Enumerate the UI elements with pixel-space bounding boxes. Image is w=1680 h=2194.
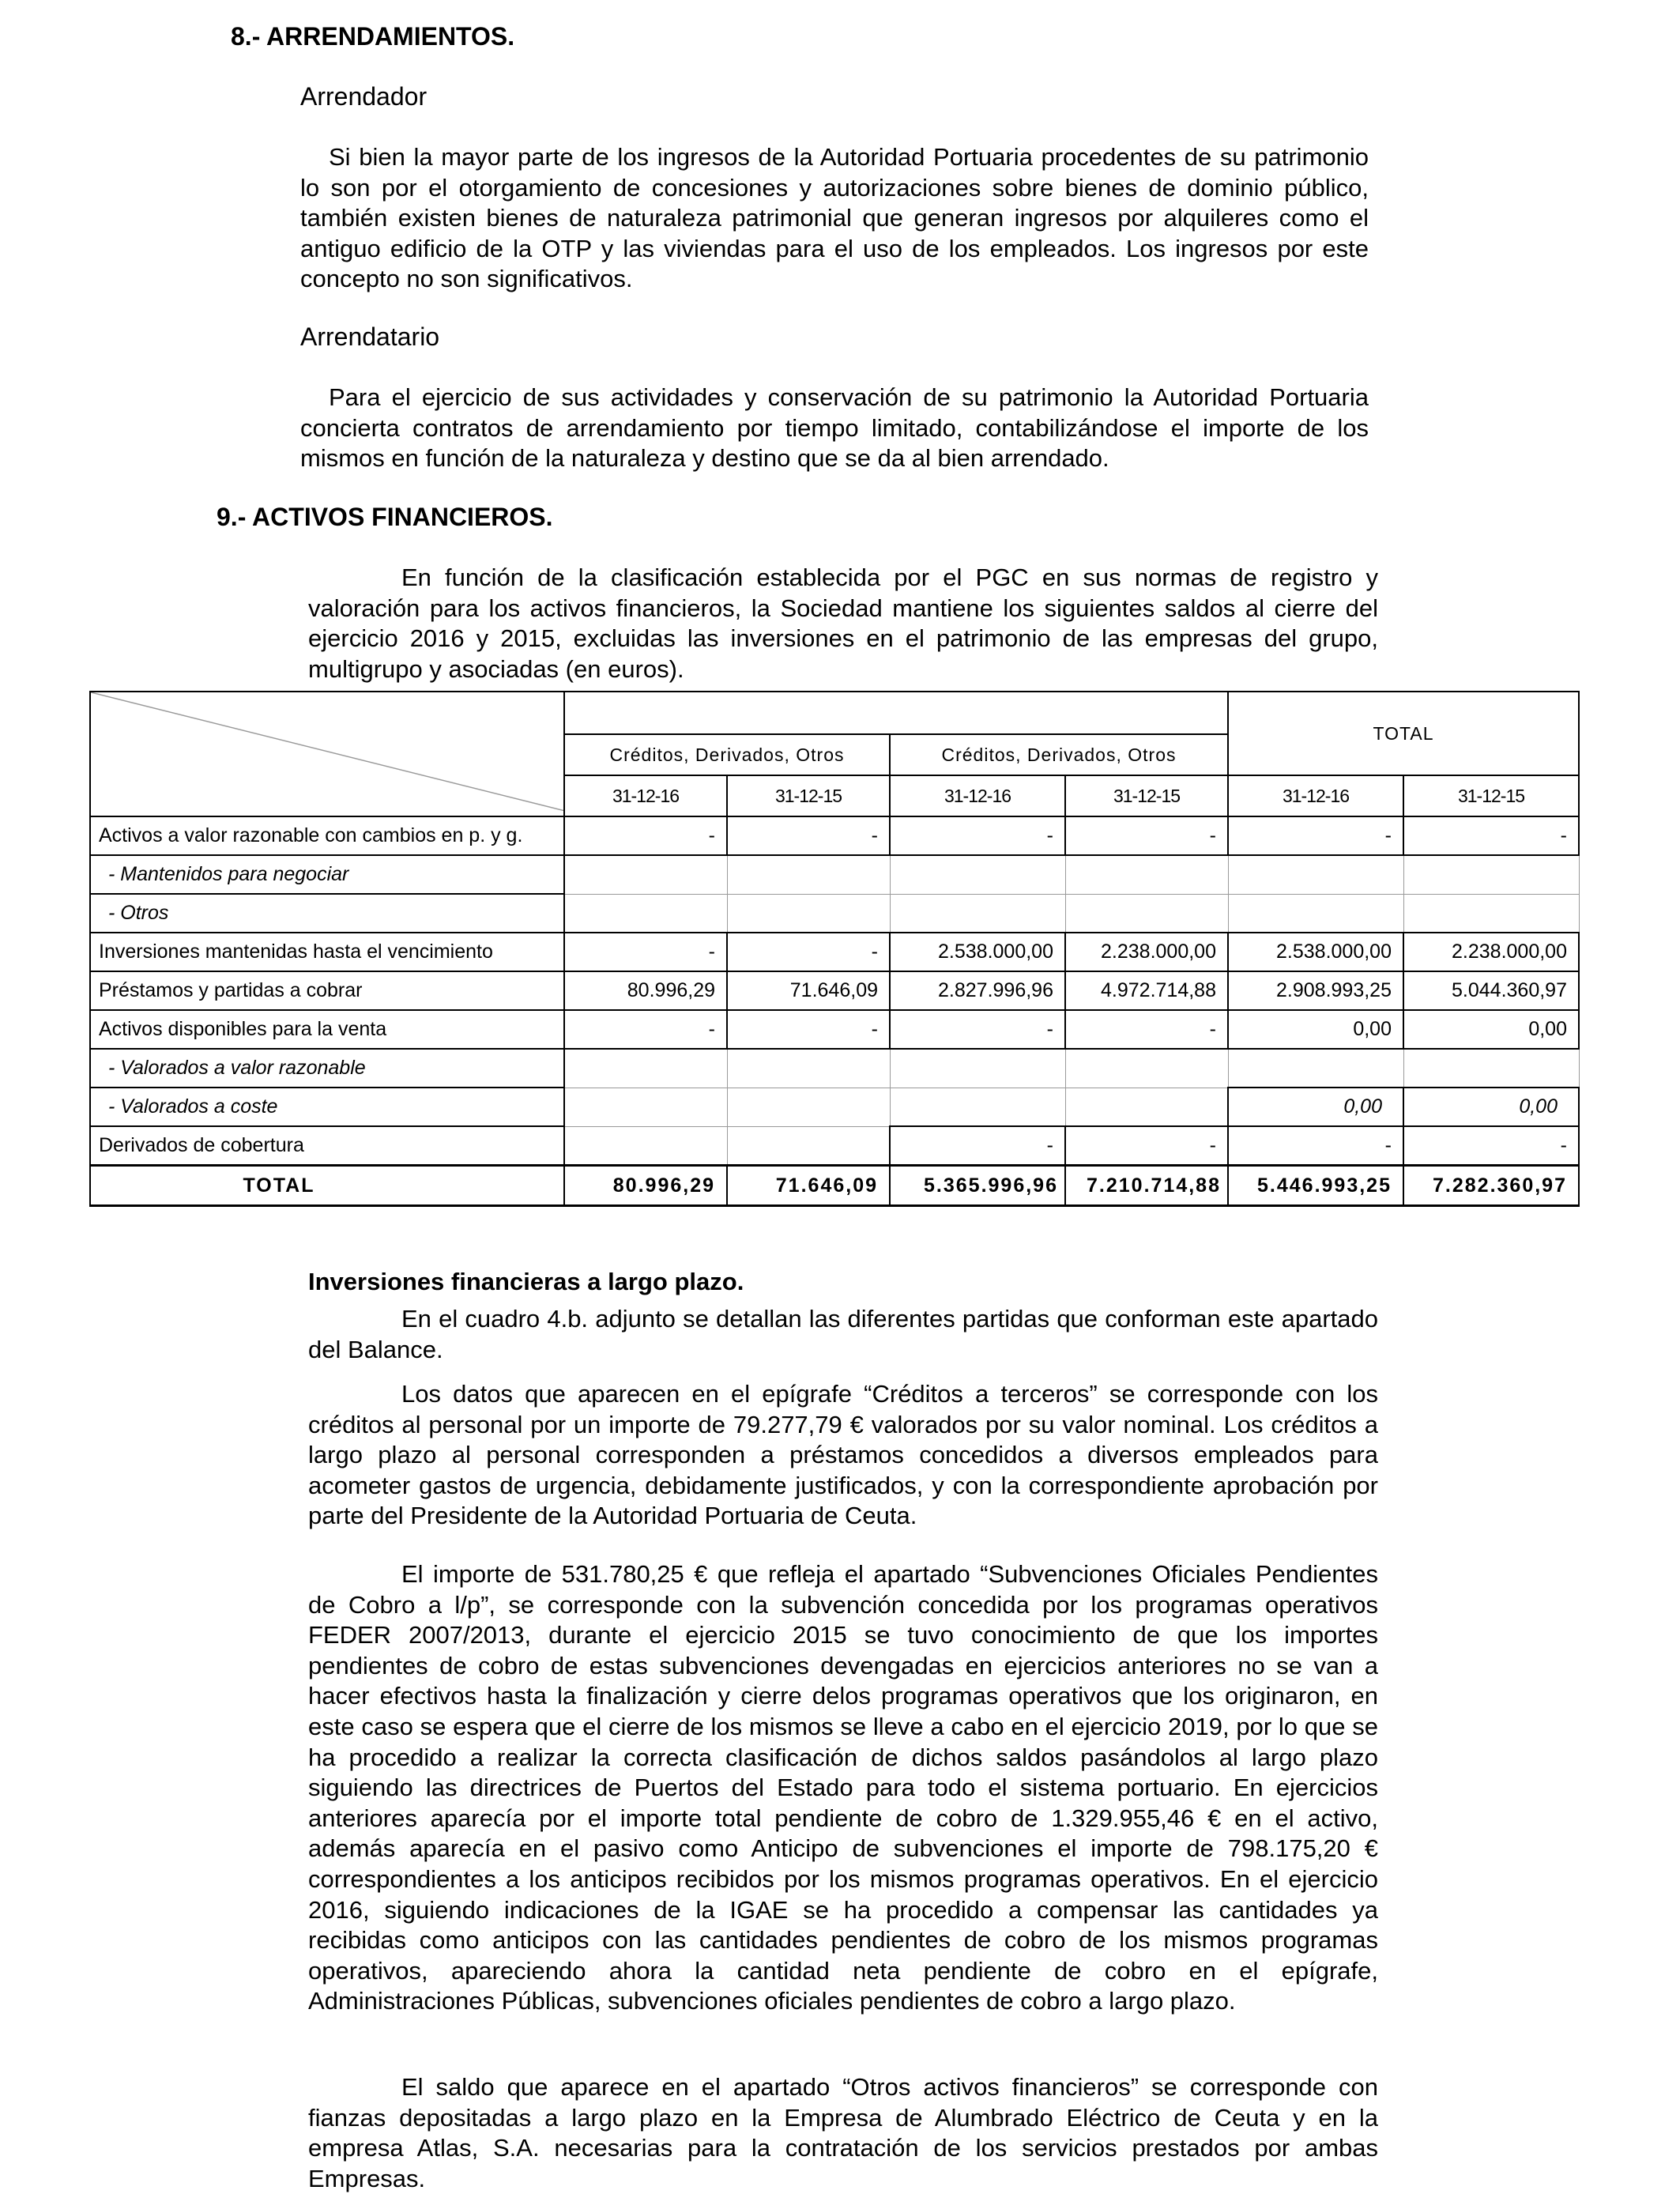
total-label: TOTAL (90, 1166, 564, 1206)
table-cell (1065, 1088, 1228, 1126)
section-9-title: 9.- ACTIVOS FINANCIEROS. (217, 503, 553, 531)
table-cell: 80.996,29 (564, 971, 727, 1010)
date-header: 31-12-16 (890, 775, 1065, 816)
table-cell: - (727, 1010, 890, 1049)
table-cell: - (1228, 816, 1403, 855)
inversiones-paragraph-2: Los datos que aparecen en el epígrafe “Créditos a terceros” se corresponde con los créditos al personal por un importe de 79.277,79 € valorados por su valor nominal. Los créditos a largo plazo al personal corresponden a préstamos concedidos a diversos empleados para acometer gastos de urgencia, debidamente justificados, y con la correspondiente aprobación por parte del Presidente de la Autoridad Portuaria de Ceuta. (308, 1380, 1378, 1530)
table-row (90, 894, 1579, 933)
table-cell: 2.538.000,00 (1228, 933, 1403, 971)
table-cell: 0,00 (1403, 1010, 1579, 1049)
table-cell: 2.538.000,00 (890, 933, 1065, 971)
row-label: Préstamos y partidas a cobrar (90, 971, 564, 1010)
table-cell (564, 1049, 727, 1088)
date-header: 31-12-15 (727, 775, 890, 816)
financial-assets-table (89, 691, 1580, 1207)
table-cell (890, 1049, 1065, 1088)
table-cell (890, 855, 1065, 894)
table-cell: - (890, 816, 1065, 855)
table-cell: - (564, 1010, 727, 1049)
table-row (90, 1049, 1579, 1088)
arrendador-paragraph: Si bien la mayor parte de los ingresos de la Autoridad Portuaria procedentes de su patrimonio lo son por el otorgamiento de concesiones y autorizaciones sobre bienes de dominio público, también existen bienes de naturaleza patrimonial que generan ingresos por alquileres como el antiguo edificio de la OTP y las viviendas para el uso de los empleados. Los ingresos por este concepto no son significativos. (300, 143, 1369, 293)
table-cell (727, 894, 890, 933)
arrendador-heading: Arrendador (300, 82, 428, 111)
section-9-intro: En función de la clasificación establecida por el PGC en sus normas de registro y valoración para los activos financieros, la Sociedad mantiene los siguientes saldos al cierre del ejercicio 2016 y 2015, excluidas las inversiones en el patrimonio de las empresas del grupo, multigrupo y asociadas (en euros). (308, 564, 1378, 683)
table-corner-cell (90, 692, 564, 816)
group-header-total: TOTAL (1228, 692, 1579, 775)
table-cell (727, 1126, 890, 1166)
row-label: Derivados de cobertura (90, 1126, 564, 1166)
table-cell: 2.827.996,96 (890, 971, 1065, 1010)
row-label: - Mantenidos para negociar (90, 855, 564, 894)
table-cell (1403, 894, 1579, 933)
date-header: 31-12-16 (564, 775, 727, 816)
date-header: 31-12-16 (1228, 775, 1403, 816)
inversiones-paragraph-4: El saldo que aparece en el apartado “Otros activos financieros” se corresponde con fianzas depositadas a largo plazo en la Empresa de Alumbrado Eléctrico de Ceuta y en la empresa Atlas, S.A. necesarias para la contratación de los servicios prestados por ambas Empresas. (308, 2073, 1378, 2192)
table-row (90, 933, 1579, 971)
group-header-creditos-1: Créditos, Derivados, Otros (564, 734, 890, 775)
total-value: 71.646,09 (727, 1166, 890, 1206)
table-cell: - (727, 933, 890, 971)
inversiones-paragraph-3: El importe de 531.780,25 € que refleja el apartado “Subvenciones Oficiales Pendientes de Cobro a l/p”, se corresponde con la subvención concedida por los programas operativos FEDER 2007/2013, durante el ejercicio 2015 se tuvo conocimiento de que los importes pendientes de cobro de estas subvenciones devengadas en ejercicios anteriores no se van a hacer efectivos hasta la finalización y cierre delos programas operativos que los originaron, en este caso se espera que el cierre de los mismos se lleve a cabo en el ejercicio 2019, por lo que se ha procedido a realizar la correcta clasificación de dichos saldos pasándolos al largo plazo siguiendo las directrices de Puertos del Estado para todo el sistema portuario. En ejercicios anteriores aparecía por el importe total pendiente de cobro de 1.329.955,46 € en el activo, además aparecía en el pasivo como Anticipo de subvenciones el importe de 798.175,20 € correspondientes a los anticipos recibidos por los mismos programas operativos. En el ejercicio 2016, siguiendo indicaciones de la IGAE se ha procedido a compensar las cantidades ya recibidas como anticipos con las cantidades pendientes de cobro de los mismos programas operativos, apareciendo ahora la cantidad neta pendiente de cobro en el epígrafe, Administraciones Públicas, subvenciones oficiales pendientes de cobro a largo plazo. (308, 1560, 1378, 2015)
table-cell (1403, 1049, 1579, 1088)
table-cell (564, 1088, 727, 1126)
table-cell: 4.972.714,88 (1065, 971, 1228, 1010)
total-value: 7.282.360,97 (1403, 1166, 1579, 1206)
table-cell: - (1065, 816, 1228, 855)
row-label: Inversiones mantenidas hasta el vencimiento (90, 933, 564, 971)
row-label: Activos disponibles para la venta (90, 1010, 564, 1049)
table-cell: 5.044.360,97 (1403, 971, 1579, 1010)
table-cell: - (1065, 1010, 1228, 1049)
diagonal-line (91, 692, 564, 811)
table-cell (564, 1126, 727, 1166)
table-top-spacer (564, 692, 1228, 734)
table-cell: - (564, 816, 727, 855)
table-cell: - (1403, 1126, 1579, 1166)
table-cell: - (890, 1126, 1065, 1166)
table-row (90, 816, 1579, 855)
table-cell (1065, 1049, 1228, 1088)
table-cell: 0,00 (1228, 1088, 1403, 1126)
date-header: 31-12-15 (1403, 775, 1579, 816)
table-cell: 2.238.000,00 (1403, 933, 1579, 971)
table-row (90, 1088, 1579, 1126)
table-cell (890, 1088, 1065, 1126)
total-value: 80.996,29 (564, 1166, 727, 1206)
table-cell: - (890, 1010, 1065, 1049)
table-cell (1228, 855, 1403, 894)
table-cell (890, 894, 1065, 933)
table-cell: 0,00 (1228, 1010, 1403, 1049)
table-cell (1403, 855, 1579, 894)
arrendatario-paragraph: Para el ejercicio de sus actividades y conservación de su patrimonio la Autoridad Portuaria concierta contratos de arrendamiento por tiempo limitado, contabilizándose el importe de los mismos en función de la naturaleza y destino que se da al bien arrendado. (300, 383, 1369, 473)
table-row (90, 971, 1579, 1010)
table-cell: - (1228, 1126, 1403, 1166)
table-cell (564, 894, 727, 933)
table-cell: - (1403, 816, 1579, 855)
total-value: 7.210.714,88 (1065, 1166, 1228, 1206)
total-value: 5.365.996,96 (890, 1166, 1065, 1206)
row-label: Activos a valor razonable con cambios en p. y g. (90, 816, 564, 855)
table-cell (727, 1088, 890, 1126)
table-cell (1228, 1049, 1403, 1088)
table-cell (1228, 894, 1403, 933)
table-cell (727, 1049, 890, 1088)
inversiones-heading: Inversiones financieras a largo plazo. (308, 1268, 744, 1295)
table-cell (1065, 855, 1228, 894)
group-header-creditos-2: Créditos, Derivados, Otros (890, 734, 1228, 775)
table-cell (1065, 894, 1228, 933)
total-row (90, 1166, 1579, 1206)
row-label: - Otros (90, 894, 564, 933)
table-cell: 0,00 (1403, 1088, 1579, 1126)
table-cell (727, 855, 890, 894)
table-cell: - (727, 816, 890, 855)
table-cell (564, 855, 727, 894)
row-label: - Valorados a coste (90, 1088, 564, 1126)
table-row (90, 855, 1579, 894)
table-cell: - (1065, 1126, 1228, 1166)
date-header: 31-12-15 (1065, 775, 1228, 816)
table-cell: 71.646,09 (727, 971, 890, 1010)
arrendatario-heading: Arrendatario (300, 322, 440, 351)
table-row (90, 1126, 1579, 1166)
section-8-title: 8.- ARRENDAMIENTOS. (231, 22, 515, 51)
table-cell: - (564, 933, 727, 971)
inversiones-paragraph-1: En el cuadro 4.b. adjunto se detallan las diferentes partidas que conforman este apartado del Balance. (308, 1305, 1378, 1363)
total-value: 5.446.993,25 (1228, 1166, 1403, 1206)
table-cell: 2.238.000,00 (1065, 933, 1228, 971)
row-label: - Valorados a valor razonable (90, 1049, 564, 1088)
table-cell: 2.908.993,25 (1228, 971, 1403, 1010)
table-row (90, 1010, 1579, 1049)
